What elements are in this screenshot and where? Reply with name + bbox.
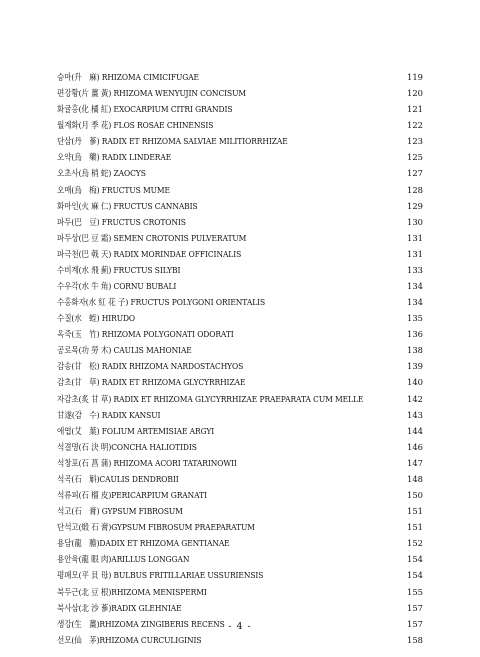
toc-entry-title: 화귤홍(化 橘 紅) EXOCARPIUM CITRI GRANDIS [57, 104, 233, 115]
toc-entry [57, 391, 423, 407]
toc-entry [57, 165, 423, 181]
toc-entry [57, 423, 423, 439]
toc-entry [57, 567, 423, 583]
toc-entry [57, 584, 423, 600]
toc-entry [57, 214, 423, 230]
toc-entry [57, 600, 423, 616]
toc-entry-page: 128 [407, 184, 423, 195]
toc-entry-title: 선모(仙 茅)RHIZOMA CURCULIGINIS [57, 634, 202, 645]
toc-entry-page: 151 [407, 522, 423, 533]
toc-entry-page: 155 [407, 586, 423, 597]
toc-entry [57, 133, 423, 149]
page-number: - 4 - [228, 621, 252, 632]
toc-entry-title: 석창포(石 菖 蒲) RHIZOMA ACORI TATARINOWII [57, 457, 237, 468]
toc-entry-title: 오초사(烏 梢 蛇) ZAOCYS [57, 168, 146, 179]
toc-entry-title: 수질(水 蛭) HIRUDO [57, 313, 136, 324]
toc-entry-title: 석결명(石 決 明)CONCHA HALIOTIDIS [57, 441, 197, 452]
toc-entry-page: 135 [407, 313, 423, 324]
toc-entry-title: 용안육(龍 眼 肉)ARILLUS LONGGAN [57, 554, 190, 565]
toc-entry-page: 129 [407, 200, 423, 211]
toc-entry [57, 503, 423, 519]
toc-entry [57, 262, 423, 278]
toc-entry-page: 131 [407, 232, 423, 243]
toc-entry-title: 북사삼(北 沙 蔘)RADIX GLEHNIAE [57, 602, 182, 613]
toc-entry-title: 편강황(片 薑 黃) RHIZOMA WENYUJIN CONCISUM [57, 88, 246, 99]
toc-entry [57, 471, 423, 487]
toc-entry-page: 150 [407, 490, 423, 501]
toc-entry-page: 130 [407, 216, 423, 227]
toc-entry-page: 152 [407, 538, 423, 549]
toc-entry-page: 158 [407, 634, 423, 645]
toc-entry-title: 평패모(平 貝 母) BULBUS FRITILLARIAE USSURIENSIS [57, 570, 264, 581]
toc-entry [57, 551, 423, 567]
toc-entry-title: 단석고(煅 石 膏)GYPSUM FIBROSUM PRAEPARATUM [57, 522, 255, 533]
toc-entry-title: 애엽(艾 葉) FOLIUM ARTEMISIAE ARGYI [57, 425, 215, 436]
toc-entry-page: 154 [407, 554, 423, 565]
toc-entry-page: 143 [407, 409, 423, 420]
toc-entry-title: 감초(甘 草) RADIX ET RHIZOMA GLYCYRRHIZAE [57, 377, 246, 388]
toc-entry-title: 단삼(丹 蔘) RADIX ET RHIZOMA SALVIAE MILITIORRHIZAE [57, 136, 288, 147]
toc-entry [57, 487, 423, 503]
toc-entry-title: 북두근(北 豆 根)RHIZOMA MENISPERMI [57, 586, 207, 597]
toc-entry [57, 246, 423, 262]
toc-entry [57, 182, 423, 198]
toc-entry-page: 140 [407, 377, 423, 388]
toc-entry-title: 파극천(巴 戟 天) RADIX MORINDAE OFFICINALIS [57, 248, 242, 259]
toc-entry-title: 석고(石 膏) GYPSUM FIBROSUM [57, 506, 183, 517]
toc-entry [57, 407, 423, 423]
toc-entry-title: 화마인(火 麻 仁) FRUCTUS CANNABIS [57, 200, 198, 211]
toc-entry-title: 월계화(月 季 花) FLOS ROSAE CHINENSIS [57, 120, 214, 131]
toc-entry-page: 122 [407, 120, 423, 131]
toc-entry [57, 101, 423, 117]
toc-entry-page: 139 [407, 361, 423, 372]
toc-entry-page: 151 [407, 506, 423, 517]
toc-entry-title: 옥죽(玉 竹) RHIZOMA POLYGONATI ODORATI [57, 329, 234, 340]
toc-entry [57, 455, 423, 471]
toc-entry-title: 자감초(炙 甘 草) RADIX ET RHIZOMA GLYCYRRHIZAE PRAEPARATA CUM MELLE [57, 393, 364, 404]
toc-entry-title: 공로목(功 勞 木) CAULIS MAHONIAE [57, 345, 192, 356]
toc-entry-title: 석곡(石 斛)CAULIS DENDROBII [57, 473, 179, 484]
toc-entry [57, 519, 423, 535]
toc-entry-title: 수우각(水 牛 角) CORNU BUBALI [57, 281, 177, 292]
toc-entry [57, 85, 423, 101]
toc-entry-page: 133 [407, 264, 423, 275]
toc-entry-page: 134 [407, 281, 423, 292]
toc-entry [57, 326, 423, 342]
toc-entry-title: 파두(巴 豆) FRUCTUS CROTONIS [57, 216, 186, 227]
toc-entry-title: 감송(甘 松) RADIX RHIZOMA NARDOSTACHYOS [57, 361, 244, 372]
toc-entry-page: 138 [407, 345, 423, 356]
toc-entry [57, 69, 423, 85]
toc-entry-page: 146 [407, 441, 423, 452]
toc-entry [57, 632, 423, 648]
toc-entry-page: 120 [407, 88, 423, 99]
toc-entry-title: 오약(烏 藥) RADIX LINDERAE [57, 152, 172, 163]
toc-entry-page: 157 [407, 602, 423, 613]
toc-entry-title: 수홍화자(水 紅 花 子) FRUCTUS POLYGONI ORIENTALIS [57, 297, 266, 308]
toc-entry [57, 294, 423, 310]
table-of-contents [57, 69, 423, 648]
toc-entry [57, 310, 423, 326]
toc-entry-page: 136 [407, 329, 423, 340]
toc-entry-page: 121 [407, 104, 423, 115]
toc-entry-page: 131 [407, 248, 423, 259]
toc-entry [57, 149, 423, 165]
toc-entry-page: 123 [407, 136, 423, 147]
toc-entry [57, 374, 423, 390]
toc-entry [57, 198, 423, 214]
toc-entry [57, 117, 423, 133]
toc-entry-page: 157 [407, 618, 423, 629]
toc-entry-title: 석류피(石 榴 皮)PERICARPIUM GRANATI [57, 490, 207, 501]
toc-entry [57, 342, 423, 358]
toc-entry-title: 수비계(水 飛 薊) FRUCTUS SILYBI [57, 264, 181, 275]
toc-entry-page: 148 [407, 473, 423, 484]
toc-entry-page: 119 [407, 72, 423, 82]
toc-entry-page: 142 [407, 393, 423, 404]
toc-entry-page: 134 [407, 297, 423, 308]
toc-entry-page: 154 [407, 570, 423, 581]
toc-entry-title: 승마(升 麻) RHIZOMA CIMICIFUGAE [57, 72, 199, 82]
toc-entry-title: 용담(龍 膽)DADIX ET RHIZOMA GENTIANAE [57, 538, 230, 549]
toc-entry [57, 439, 423, 455]
toc-entry-title: 甘遂(감 수) RADIX KANSUI [57, 409, 161, 420]
toc-entry-title: 생강(生 薑)RHIZOMA ZINGIBERIS RECENS [57, 618, 225, 629]
toc-entry [57, 358, 423, 374]
toc-entry-page: 125 [407, 152, 423, 163]
toc-entry-page: 127 [407, 168, 423, 179]
toc-entry [57, 230, 423, 246]
toc-entry-title: 오매(烏 梅) FRUCTUS MUME [57, 184, 170, 195]
toc-entry-page: 147 [407, 457, 423, 468]
toc-entry [57, 278, 423, 294]
toc-entry-title: 파두상(巴 豆 霜) SEMEN CROTONIS PULVERATUM [57, 232, 247, 243]
toc-entry [57, 535, 423, 551]
toc-entry-page: 144 [407, 425, 423, 436]
